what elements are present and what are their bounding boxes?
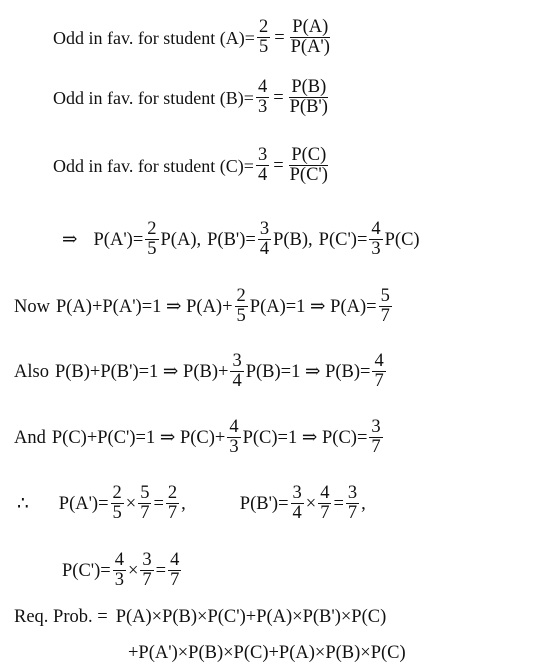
fraction: $\frac{5}{7}$	[140, 483, 150, 524]
fraction: $\frac{3}{4}$	[259, 219, 270, 260]
fraction: $\frac{2}{5}$	[147, 219, 157, 260]
fraction: $\frac{3}{7}$	[347, 483, 358, 524]
sum-line-c: And P(C)+P(C')=1 ⇒ P(C)+ $\frac{4}{3}$ P(C)=1 ⇒ P(C)= $\frac{3}{7}$	[14, 417, 381, 458]
odds-text: Odd in fav. for student (B)=	[53, 87, 254, 108]
req-prob-line-2	[128, 644, 406, 663]
fraction: $\frac{4}{7}$	[170, 550, 180, 591]
odds-line-b: Odd in fav. for student (B)= $\frac{4}{3}$ = $\frac{P(B)}{P(B')}$	[53, 77, 328, 118]
fraction: $\frac{3}{4}$	[292, 483, 302, 524]
odds-line-a: Odd in fav. for student (A)= $\frac{2}{5}$ = $\frac{P(A)}{P(A')}$	[53, 17, 330, 58]
fraction: $\frac{P(C)}{P(C')}$	[289, 145, 328, 186]
odds-text: Odd in fav. for student (A)=	[53, 27, 255, 48]
sum-word: And	[14, 427, 46, 448]
req-expression-2: +P(A')×P(B)×P(C)+P(A)×P(B)×P(C)	[128, 643, 406, 663]
fraction: $\frac{4}{3}$	[371, 219, 381, 260]
fraction: $\frac{2}{5}$	[236, 286, 246, 327]
therefore-line-c: P(C')= $\frac{4}{3}$ × $\frac{3}{7}$ = $\frac{4}{7}$	[62, 550, 180, 591]
fraction: $\frac{3}{4}$	[257, 145, 268, 186]
sum-word: Now	[14, 296, 50, 317]
implies-arrow: ⇒	[62, 229, 78, 250]
fraction: $\frac{4}{3}$	[114, 550, 124, 591]
fraction: $\frac{2}{5}$	[258, 17, 269, 58]
fraction: $\frac{3}{7}$	[142, 550, 152, 591]
req-prob-line-1	[14, 608, 386, 627]
fraction: $\frac{5}{7}$	[380, 286, 390, 327]
sum-line-a: Now P(A)+P(A')=1 ⇒ P(A)+ $\frac{2}{5}$ P(A)=1 ⇒ P(A)= $\frac{5}{7}$	[14, 286, 390, 327]
implies-line: ⇒ P(A')= $\frac{2}{5}$ P(A), P(B')= $\frac{3}{4}$ P(B), P(C')= $\frac{4}{3}$ P(C)	[62, 219, 420, 260]
odds-line-c: Odd in fav. for student (C)= $\frac{3}{4}$ = $\frac{P(C)}{P(C')}$	[53, 145, 328, 186]
fraction: $\frac{3}{7}$	[371, 417, 381, 458]
fraction: $\frac{2}{5}$	[112, 483, 122, 524]
sum-word: Also	[14, 361, 49, 382]
req-expression-1: P(A)×P(B)×P(C')+P(A)×P(B')×P(C)	[115, 607, 387, 627]
sum-line-b: Also P(B)+P(B')=1 ⇒ P(B)+ $\frac{3}{4}$ P(B)=1 ⇒ P(B)= $\frac{4}{7}$	[14, 351, 384, 392]
therefore-symbol: ∴	[17, 493, 29, 514]
fraction: $\frac{3}{4}$	[232, 351, 242, 392]
fraction: $\frac{4}{7}$	[320, 483, 330, 524]
req-label: Req. Prob. =	[14, 607, 108, 627]
fraction: $\frac{P(B)}{P(B')}$	[289, 77, 328, 118]
fraction: $\frac{4}{3}$	[257, 77, 268, 118]
fraction: $\frac{P(A)}{P(A')}$	[290, 17, 330, 58]
odds-text: Odd in fav. for student (C)=	[53, 155, 254, 176]
therefore-line: ∴ P(A')= $\frac{2}{5}$ × $\frac{5}{7}$ = $\frac{2}{7}$ , P(B')= $\frac{3}{4}$ × $\frac{4}{7}$ = $\frac{3}{7}$ ,	[17, 483, 366, 524]
fraction: $\frac{2}{7}$	[167, 483, 178, 524]
fraction: $\frac{4}{7}$	[374, 351, 384, 392]
fraction: $\frac{4}{3}$	[229, 417, 239, 458]
